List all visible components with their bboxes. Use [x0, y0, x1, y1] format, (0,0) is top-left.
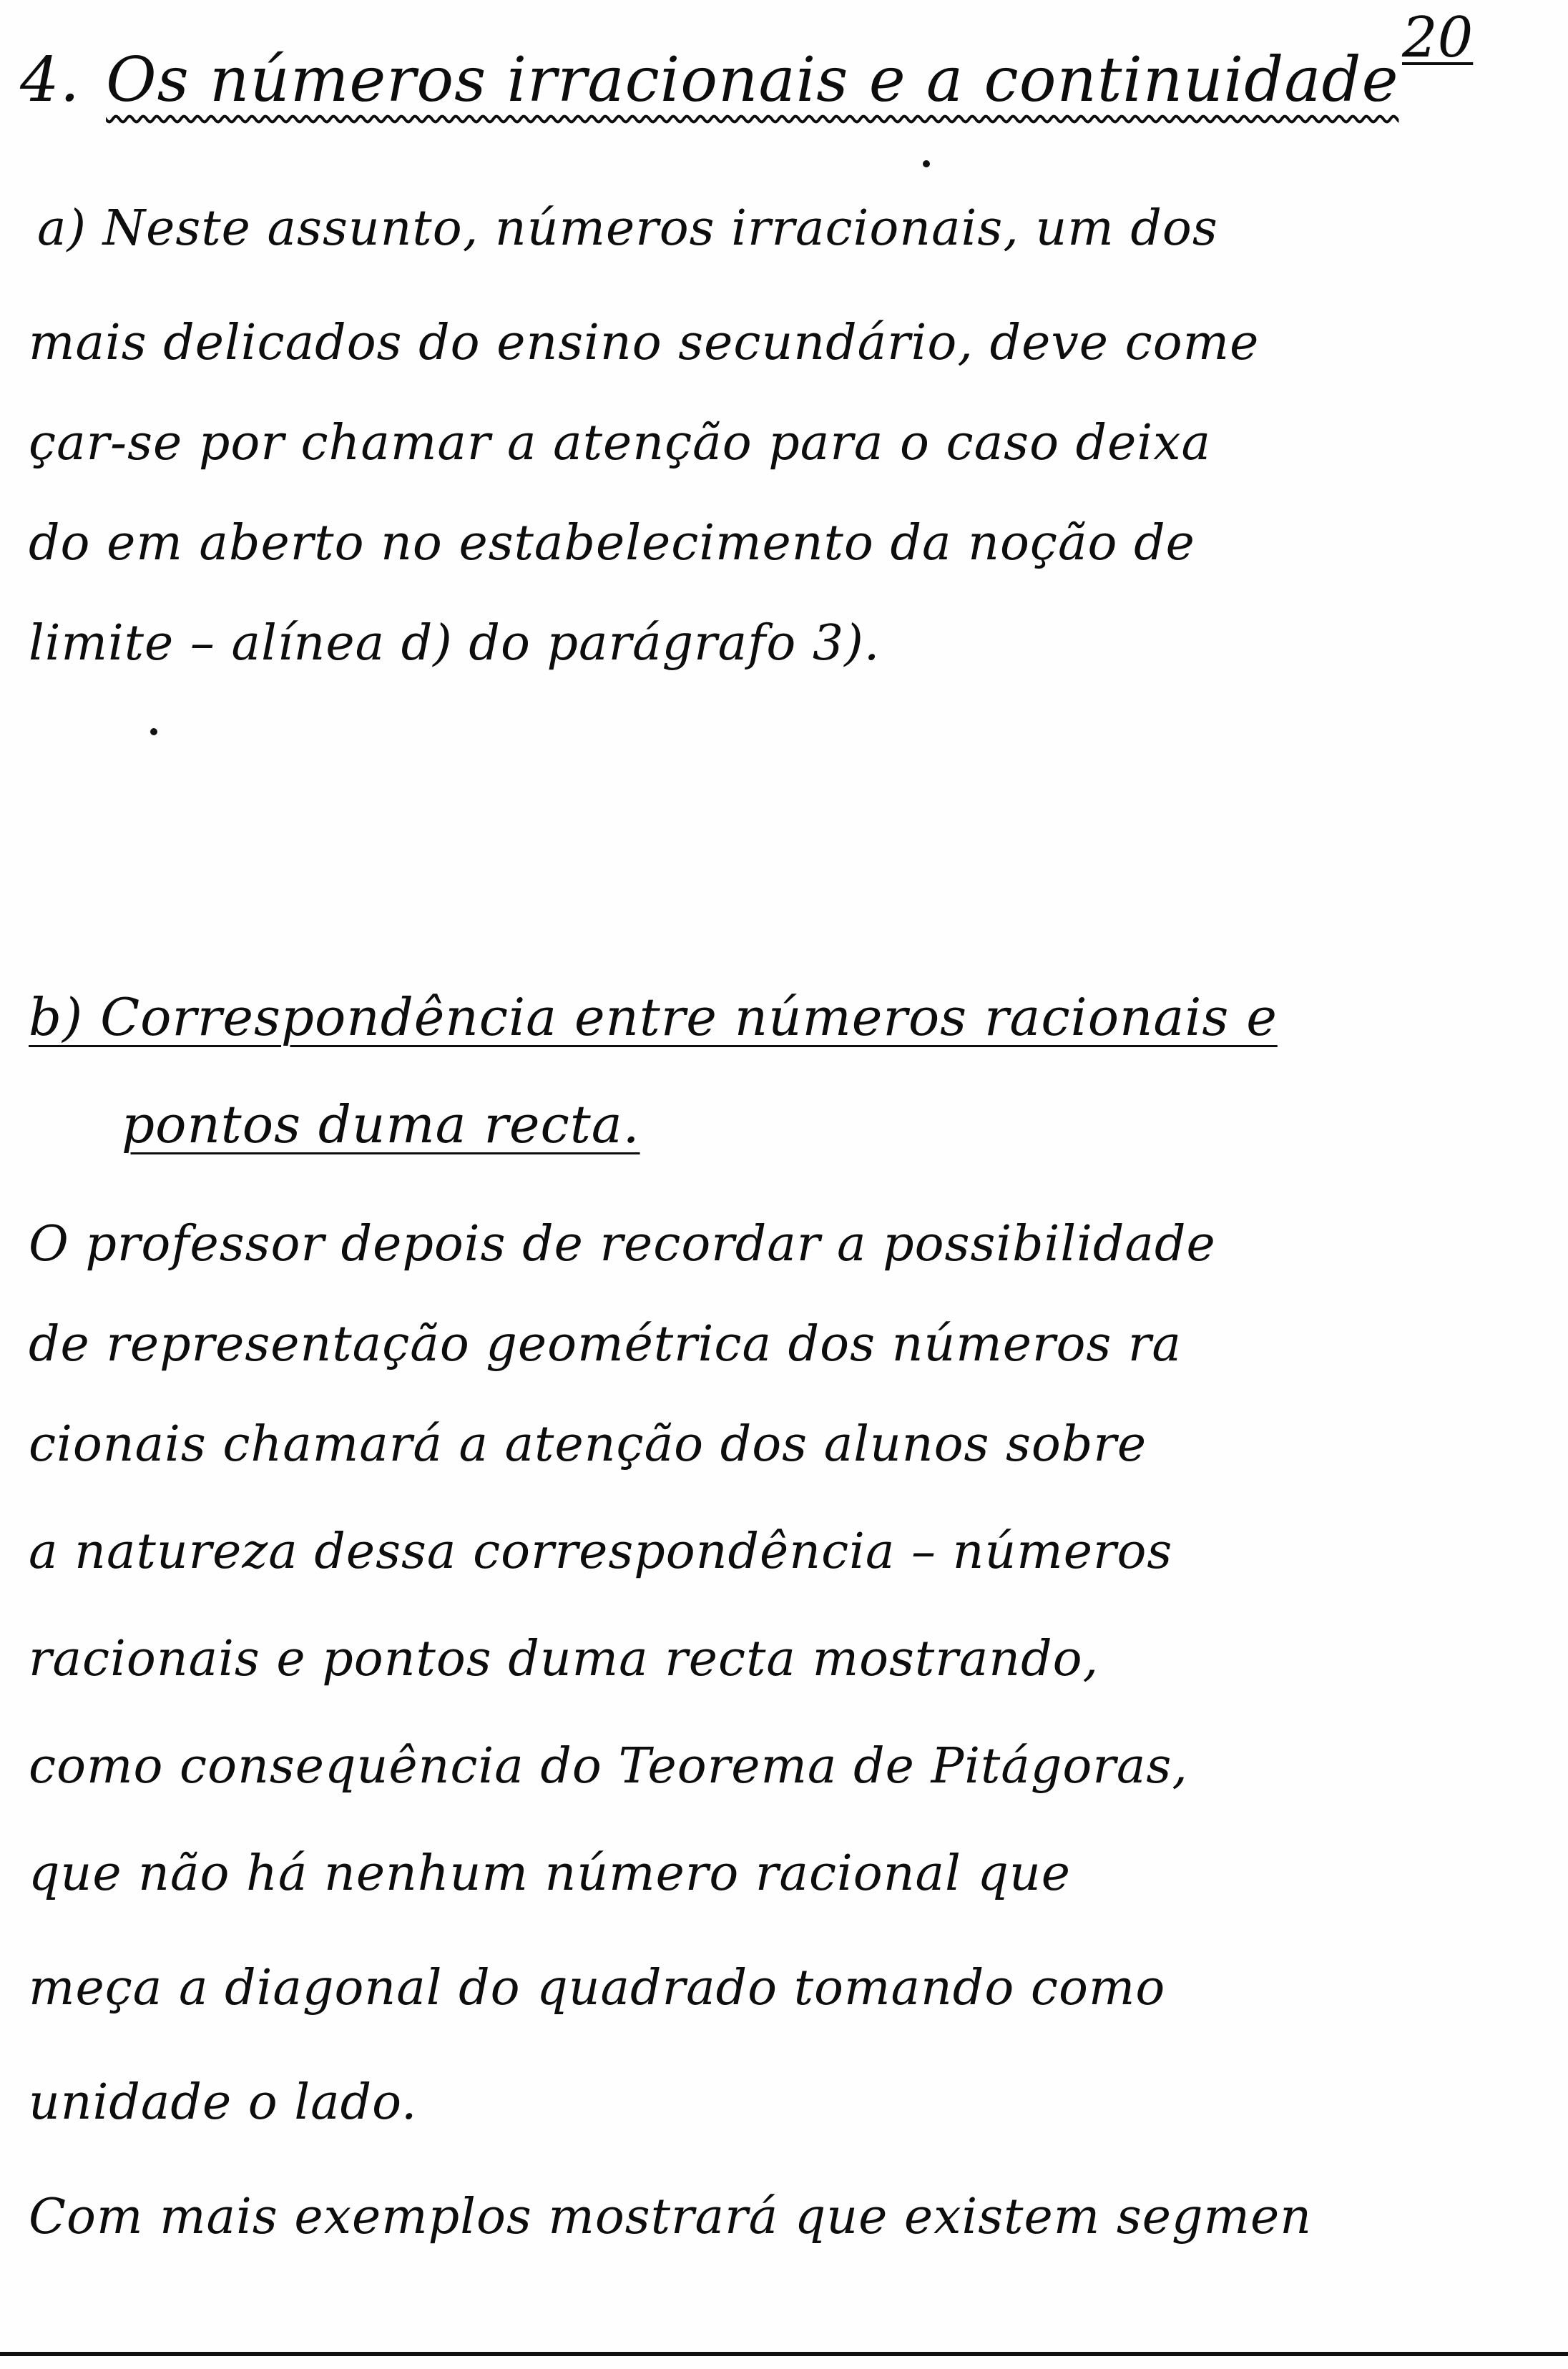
section-number: 4. — [20, 44, 81, 116]
text-line: a) Neste assunto, números irracionais, um dos — [37, 200, 1218, 257]
text-line: cionais chamará a atenção dos alunos sobre — [29, 1416, 1147, 1473]
subsection-heading-line: pontos duma recta. — [122, 1094, 640, 1154]
text-line: a natureza dessa correspondência – números — [29, 1524, 1173, 1580]
text-line: Com mais exemplos mostrará que existem segmen — [29, 2189, 1313, 2245]
text-line: que não há nenhum número racional que — [29, 1845, 1071, 1902]
text-line: como consequência do Teorema de Pitágoras, — [29, 1738, 1188, 1795]
subsection-heading — [122, 1094, 640, 1154]
subsection-heading-line: b) Correspondência entre números racionais e — [29, 987, 1278, 1047]
ink-dot — [923, 160, 930, 167]
text-line: de representação geométrica dos números ra — [29, 1316, 1182, 1373]
text-line: unidade o lado. — [29, 2074, 418, 2131]
text-line: O professor depois de recordar a possibilidade — [29, 1216, 1216, 1272]
ink-dot — [150, 728, 157, 735]
subsection-heading — [29, 987, 1278, 1047]
page-number: 20 — [1402, 6, 1474, 70]
text-line: racionais e pontos duma recta mostrando, — [29, 1631, 1099, 1687]
text-line: mais delicados do ensino secundário, deve come — [29, 315, 1260, 371]
text-line: çar-se por chamar a atenção para o caso deixa — [29, 415, 1212, 471]
section-heading — [20, 44, 1398, 116]
text-line: do em aberto no estabelecimento da noção de — [29, 515, 1195, 572]
text-line: limite – alínea d) do parágrafo 3). — [29, 615, 881, 672]
section-title: Os números irracionais e a continuidade — [106, 44, 1399, 116]
page-edge-line — [0, 2352, 1568, 2356]
text-line: meça a diagonal do quadrado tomando como — [29, 1960, 1166, 2016]
